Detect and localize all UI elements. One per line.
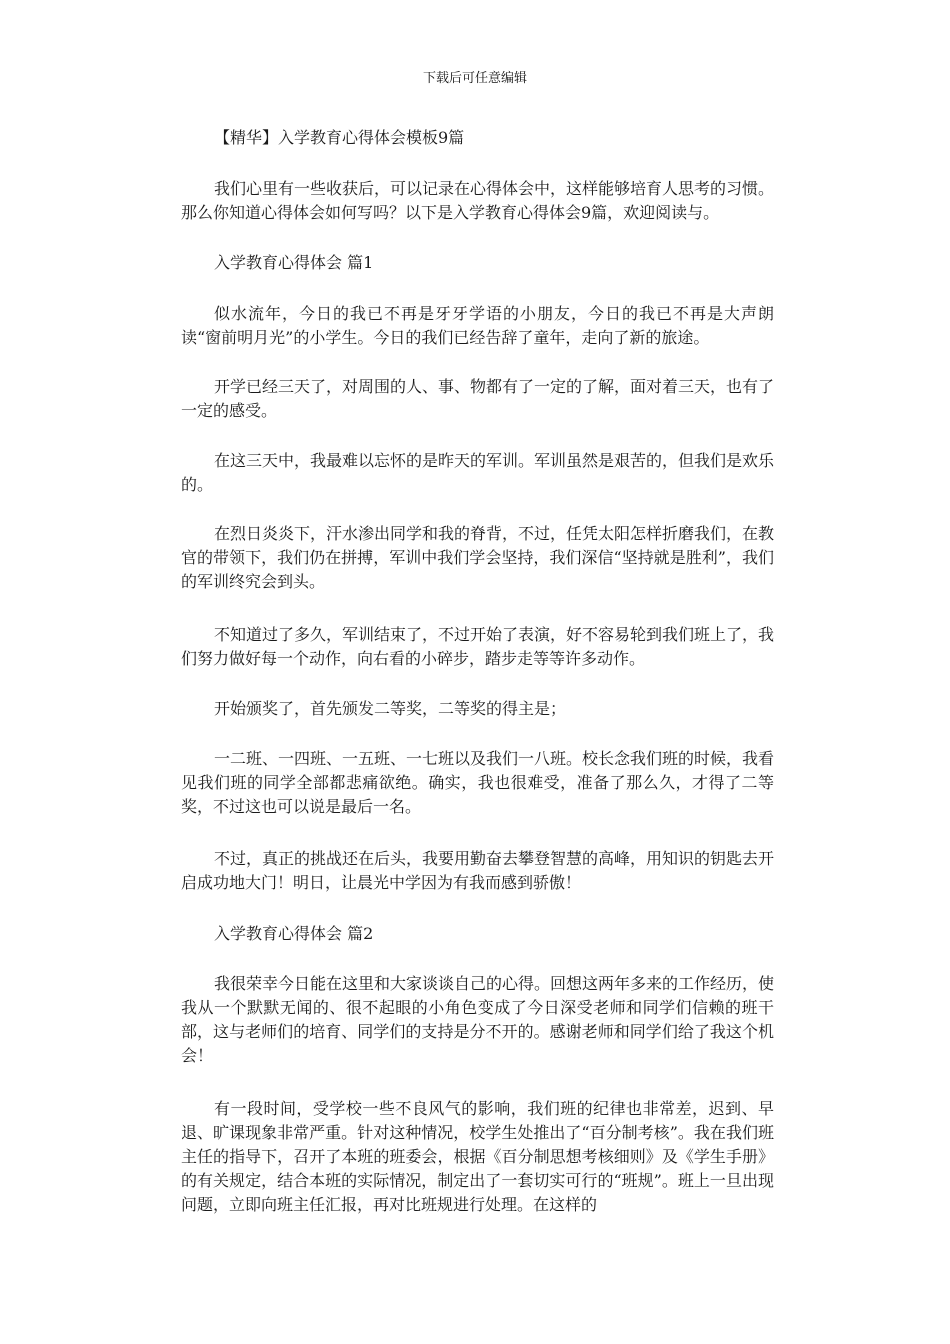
paragraph: 开学已经三天了，对周围的人、事、物都有了一定的了解，面对着三天，也有了一定的感受。 — [181, 377, 775, 420]
section-heading-1: 入学教育心得体会 篇1 — [214, 253, 374, 272]
document-title: 【精华】入学教育心得体会模板9篇 — [214, 128, 465, 147]
paragraph: 有一段时间，受学校一些不良风气的影响，我们班的纪律也非常差，迟到、早退、旷课现象非常严重。针对这种情况，校学生处推出了“百分制考核”。我在我们班主任的指导下，召开了本班的班委会，根据《百分制思想考核细则》及《学生手册》的有关规定，结合本班的实际情况，制定出了一套切实可行的“班规”。班上一旦出现问题，立即向班主任汇报，再对比班规进行处理。在这样的 — [181, 1099, 774, 1214]
section-heading-2: 入学教育心得体会 篇2 — [214, 924, 374, 943]
paragraph: 似水流年，今日的我已不再是牙牙学语的小朋友，今日的我已不再是大声朗读“窗前明月光”的小学生。今日的我们已经告辞了童年，走向了新的旅途。 — [181, 304, 774, 347]
paragraph: 在这三天中，我最难以忘怀的是昨天的军训。军训虽然是艰苦的，但我们是欢乐的。 — [181, 451, 775, 494]
page-header: 下载后可任意编辑 — [422, 71, 527, 86]
paragraph: 一二班、一四班、一五班、一七班以及我们一八班。校长念我们班的时候，我看见我们班的同学全部都悲痛欲绝。确实，我也很难受，准备了那么久，才得了二等奖，不过这也可以说是最后一名。 — [181, 749, 775, 816]
paragraph: 不过，真正的挑战还在后头，我要用勤奋去攀登智慧的高峰，用知识的钥匙去开启成功地大门！明日，让晨光中学因为有我而感到骄傲！ — [181, 849, 775, 892]
paragraph: 不知道过了多久，军训结束了，不过开始了表演，好不容易轮到我们班上了，我们努力做好每一个动作，向右看的小碎步，踏步走等等许多动作。 — [181, 625, 775, 668]
paragraph: 在烈日炎炎下，汗水渗出同学和我的脊背，不过，任凭太阳怎样折磨我们，在教官的带领下，我们仍在拼搏，军训中我们学会坚持，我们深信“坚持就是胜利”，我们的军训终究会到头。 — [181, 524, 775, 591]
intro-paragraph: 我们心里有一些收获后，可以记录在心得体会中，这样能够培育人思考的习惯。那么你知道心得体会如何写吗？以下是入学教育心得体会9篇，欢迎阅读与。 — [181, 179, 775, 222]
paragraph: 我很荣幸今日能在这里和大家谈谈自己的心得。回想这两年多来的工作经历，使我从一个默默无闻的、很不起眼的小角色变成了今日深受老师和同学们信赖的班干部，这与老师们的培育、同学们的支持是分不开的。感谢老师和同学们给了我这个机会！ — [181, 974, 775, 1065]
paragraph: 开始颁奖了，首先颁发二等奖，二等奖的得主是； — [214, 699, 567, 718]
